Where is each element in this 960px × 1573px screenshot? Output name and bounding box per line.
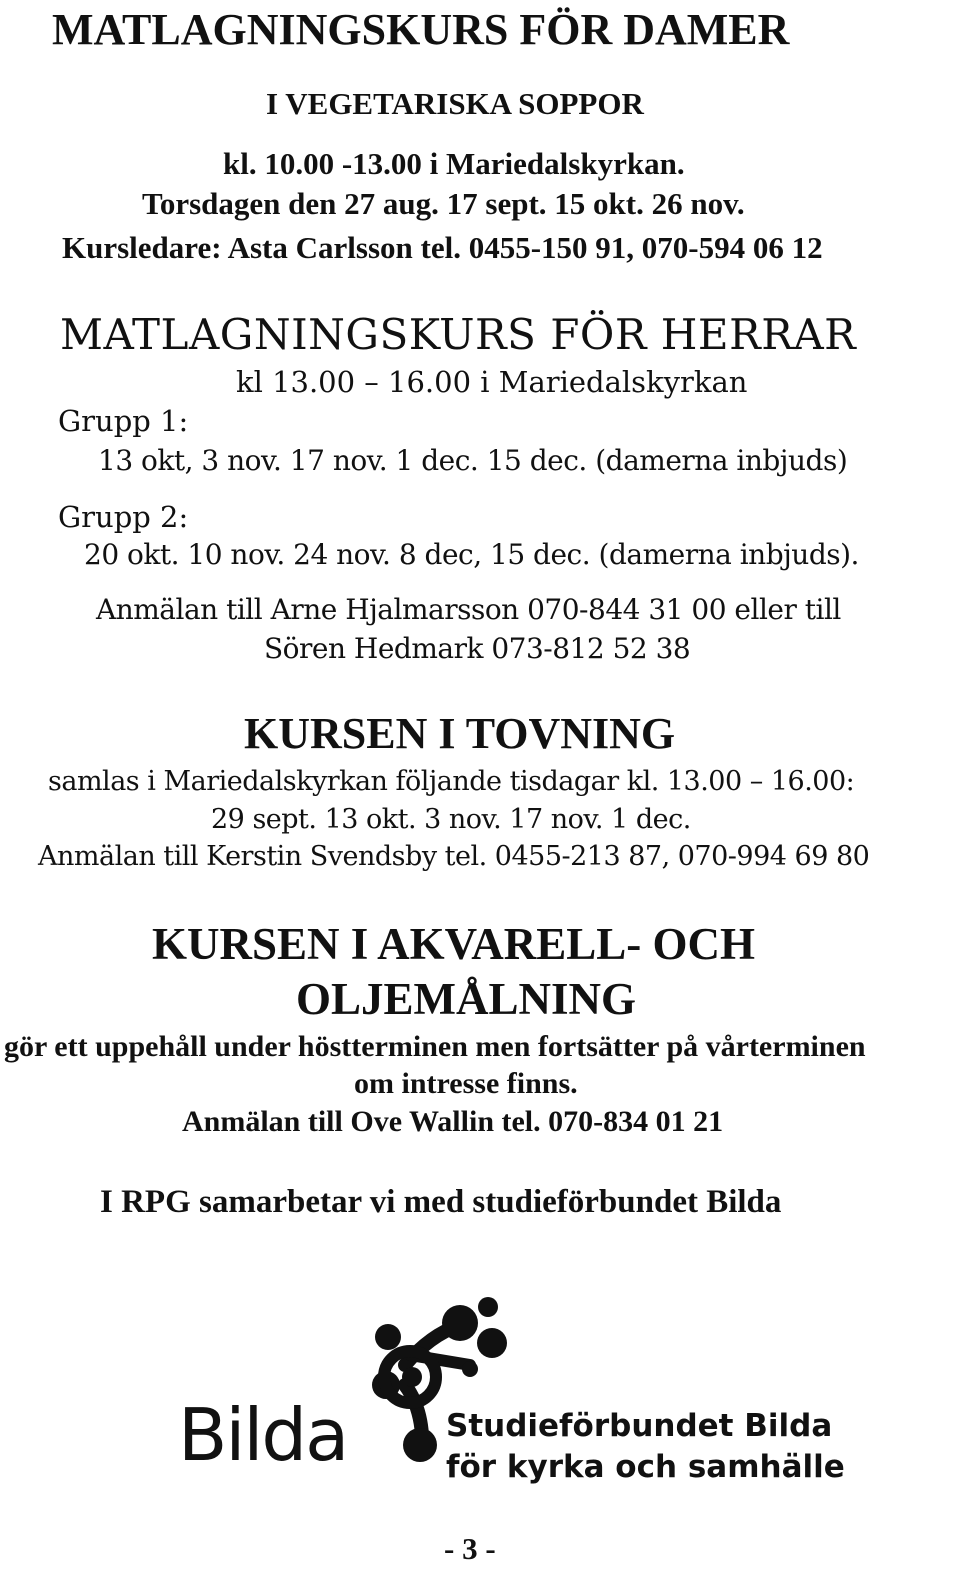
herrar-group2-label: Grupp 2: <box>58 500 189 534</box>
herrar-title: MATLAGNINGSKURS FÖR HERRAR <box>60 310 857 359</box>
akvarell-title-line1: KURSEN I AKVARELL- OCH <box>152 919 756 969</box>
damer-subtitle: I VEGETARISKA SOPPOR <box>266 86 644 121</box>
akvarell-text-line2: om intresse finns. <box>354 1067 578 1100</box>
tovning-title: KURSEN I TOVNING <box>244 709 676 758</box>
damer-title: MATLAGNINGSKURS FÖR DAMER <box>52 5 790 54</box>
herrar-group1-label: Grupp 1: <box>58 404 189 438</box>
herrar-time: kl 13.00 – 16.00 i Mariedalskyrkan <box>236 365 748 399</box>
page-number: - 3 - <box>444 1531 496 1566</box>
footer-note: I RPG samarbetar vi med studieförbundet Bilda <box>100 1184 782 1220</box>
damer-time: kl. 10.00 -13.00 i Mariedalskyrkan. <box>223 146 685 181</box>
bilda-logo <box>170 1295 870 1495</box>
akvarell-title-line2: OLJEMÅLNING <box>296 974 637 1024</box>
tovning-dates: 29 sept. 13 okt. 3 nov. 17 nov. 1 dec. <box>211 804 691 835</box>
herrar-signup-line2: Sören Hedmark 073-812 52 38 <box>264 632 691 665</box>
bilda-wordmark: Bilda <box>178 1393 348 1477</box>
akvarell-text-line1: gör ett uppehåll under höstterminen men fortsätter på vårterminen <box>4 1030 866 1063</box>
damer-leader: Kursledare: Asta Carlsson tel. 0455-150 91, 070-594 06 12 <box>62 230 823 265</box>
herrar-group2-dates: 20 okt. 10 nov. 24 nov. 8 dec, 15 dec. (damerna inbjuds). <box>84 538 859 571</box>
tovning-line1: samlas i Mariedalskyrkan följande tisdagar kl. 13.00 – 16.00: <box>48 766 855 797</box>
bilda-tagline-line1: Studieförbundet Bilda <box>446 1408 833 1444</box>
akvarell-signup: Anmälan till Ove Wallin tel. 070-834 01 21 <box>182 1105 724 1138</box>
herrar-signup-line1: Anmälan till Arne Hjalmarsson 070-844 31 00 eller till <box>96 593 841 626</box>
damer-dates: Torsdagen den 27 aug. 17 sept. 15 okt. 26 nov. <box>142 186 745 221</box>
bilda-tagline-line2: för kyrka och samhälle <box>446 1449 845 1485</box>
herrar-group1-dates: 13 okt, 3 nov. 17 nov. 1 dec. 15 dec. (damerna inbjuds) <box>98 444 848 477</box>
tovning-signup: Anmälan till Kerstin Svendsby tel. 0455-213 87, 070-994 69 80 <box>38 841 870 872</box>
